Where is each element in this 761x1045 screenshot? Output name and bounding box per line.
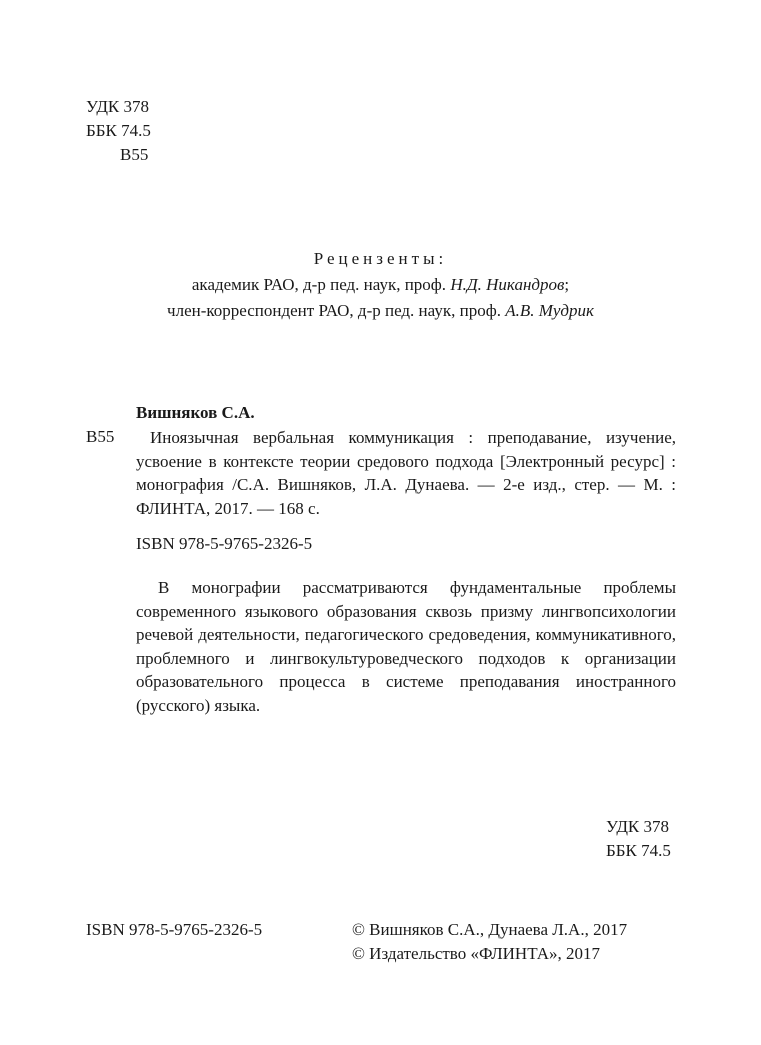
udk-code: УДК 378 xyxy=(86,97,150,116)
reviewer-2 xyxy=(0,300,761,326)
top-classification-codes xyxy=(86,96,151,168)
reviewer-1-name: Н.Д. Никандров xyxy=(450,275,565,294)
reviewer-1-suffix: ; xyxy=(564,275,570,294)
footer-isbn: ISBN 978-5-9765-2326-5 xyxy=(86,920,263,939)
reviewer-1 xyxy=(0,274,761,300)
bottom-classification-codes xyxy=(606,816,671,864)
author-sign: В55 xyxy=(120,145,149,164)
annotation: В монографии рассматриваются фундаментальные проблемы современного языкового образования сквозь призму лингвопсихологии речевой деятельности, педагогического средоведения, коммуникативного, проблемного и лингвокультуроведческого подходов к организации образовательного процесса в системе преподавания иностранного (русского) языка. xyxy=(136,578,676,715)
catalog-isbn: ISBN 978-5-9765-2326-5 xyxy=(136,534,313,553)
copyright-authors: © Вишняков С.А., Дунаева Л.А., 2017 xyxy=(352,920,628,939)
bottom-udk-code: УДК 378 xyxy=(606,817,670,836)
reviewer-1-title: академик РАО, д-р пед. наук, проф. xyxy=(191,275,447,294)
catalog-author: Вишняков С.А. xyxy=(136,403,255,422)
bbk-code: ББК 74.5 xyxy=(86,121,151,140)
copyright-block xyxy=(352,919,627,967)
reviewer-2-name: А.В. Мудрик xyxy=(505,301,594,320)
catalog-description: Иноязычная вербальная коммуникация : преподавание, изучение, усвоение в контексте теории средового подхода [Электронный ресурс] : монография /С.А. Вишняков, Л.А. Дунаева. — 2-е изд., стер. — М. : ФЛИНТА, 2017. — 168 с. xyxy=(136,428,676,518)
reviewers-heading: Рецензенты: xyxy=(313,249,448,268)
reviewer-2-title: член-корреспондент РАО, д-р пед. наук, проф. xyxy=(167,301,501,320)
reviewers-block xyxy=(0,248,761,326)
copyright-publisher: © Издательство «ФЛИНТА», 2017 xyxy=(352,944,601,963)
bottom-bbk-code: ББК 74.5 xyxy=(606,841,671,860)
catalog-sign: В55 xyxy=(86,427,115,446)
